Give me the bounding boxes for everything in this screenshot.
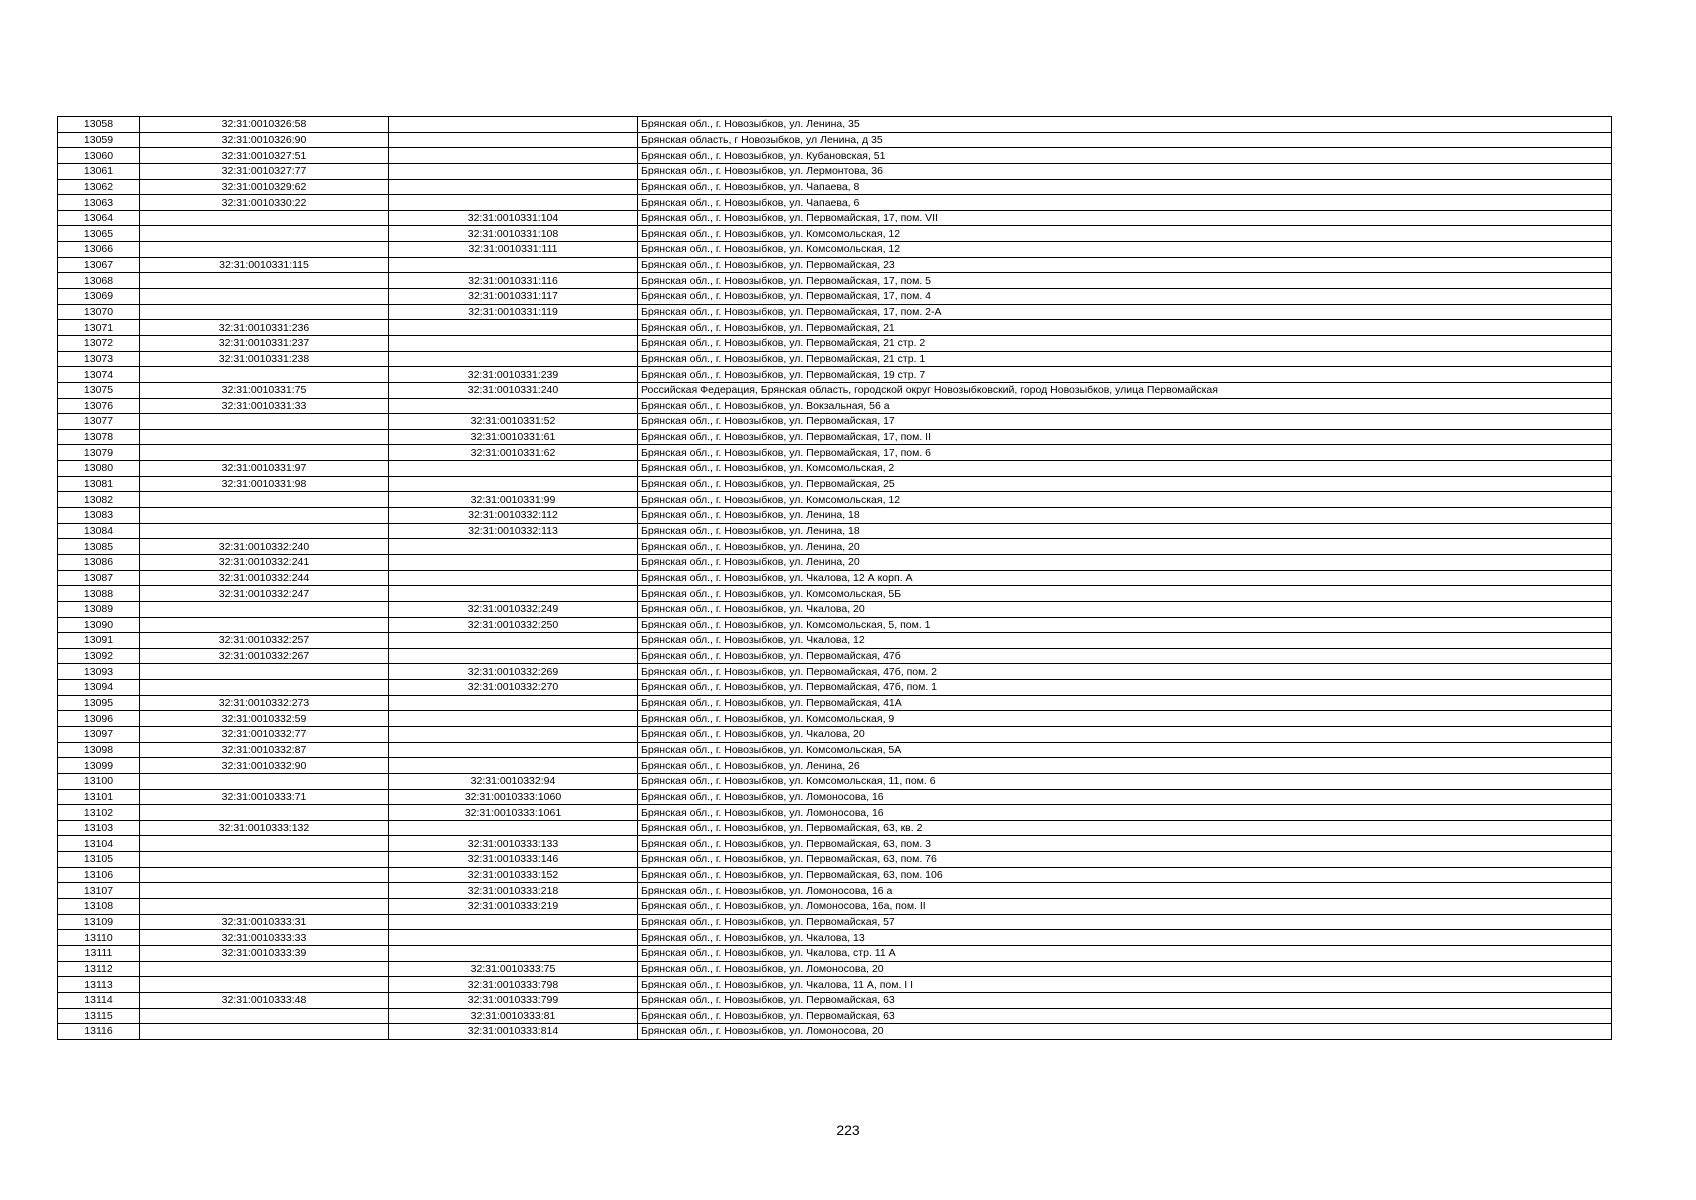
cadastral-number-cell (140, 867, 389, 883)
cadastral-number-cell (140, 852, 389, 868)
cadastral-number-cell: 32:31:0010331:75 (140, 382, 389, 398)
table-row (58, 132, 1612, 148)
cadastral-number-secondary-cell (389, 648, 638, 664)
cadastral-number-secondary-cell: 32:31:0010333:1061 (389, 805, 638, 821)
table-row (58, 367, 1612, 383)
table-row (58, 163, 1612, 179)
cadastral-number-cell (140, 304, 389, 320)
table-row (58, 977, 1612, 993)
cadastral-number-cell (140, 883, 389, 899)
address-cell: Брянская обл., г. Новозыбков, ул. Ленина, 18 (638, 508, 1612, 524)
row-number-cell: 13115 (58, 1008, 140, 1024)
cadastral-number-secondary-cell: 32:31:0010333:75 (389, 961, 638, 977)
table-row (58, 1024, 1612, 1040)
address-cell: Брянская обл., г. Новозыбков, ул. Первомайская, 21 стр. 1 (638, 351, 1612, 367)
row-number-cell: 13093 (58, 664, 140, 680)
table-row (58, 289, 1612, 305)
row-number-cell: 13059 (58, 132, 140, 148)
table-row (58, 554, 1612, 570)
table-row (58, 961, 1612, 977)
table-row (58, 930, 1612, 946)
cadastral-number-secondary-cell (389, 132, 638, 148)
cadastral-number-secondary-cell (389, 711, 638, 727)
cadastral-number-secondary-cell (389, 695, 638, 711)
cadastral-number-secondary-cell (389, 945, 638, 961)
address-cell: Брянская обл., г. Новозыбков, ул. Чкалова, 12 А корп. А (638, 570, 1612, 586)
table-row (58, 335, 1612, 351)
cadastral-number-secondary-cell: 32:31:0010331:111 (389, 242, 638, 258)
cadastral-number-cell: 32:31:0010331:237 (140, 335, 389, 351)
table-row (58, 695, 1612, 711)
address-cell: Брянская обл., г. Новозыбков, ул. Чапаева, 6 (638, 195, 1612, 211)
cadastral-number-cell: 32:31:0010333:39 (140, 945, 389, 961)
cadastral-number-cell: 32:31:0010332:240 (140, 539, 389, 555)
cadastral-number-cell: 32:31:0010326:58 (140, 117, 389, 133)
cadastral-number-cell: 32:31:0010331:115 (140, 257, 389, 273)
table-row (58, 852, 1612, 868)
row-number-cell: 13070 (58, 304, 140, 320)
cadastral-number-secondary-cell (389, 320, 638, 336)
address-cell: Брянская обл., г. Новозыбков, ул. Кубановская, 51 (638, 148, 1612, 164)
address-cell: Брянская обл., г. Новозыбков, ул. Первомайская, 63, пом. 3 (638, 836, 1612, 852)
address-cell: Брянская обл., г. Новозыбков, ул. Ломоносова, 16 (638, 805, 1612, 821)
cadastral-number-secondary-cell (389, 179, 638, 195)
address-cell: Брянская обл., г. Новозыбков, ул. Первомайская, 47б (638, 648, 1612, 664)
cadastral-number-secondary-cell: 32:31:0010333:81 (389, 1008, 638, 1024)
cadastral-number-secondary-cell: 32:31:0010333:1060 (389, 789, 638, 805)
cadastral-number-cell: 32:31:0010326:90 (140, 132, 389, 148)
cadastral-number-cell: 32:31:0010332:87 (140, 742, 389, 758)
row-number-cell: 13086 (58, 554, 140, 570)
table-row (58, 445, 1612, 461)
row-number-cell: 13105 (58, 852, 140, 868)
row-number-cell: 13089 (58, 601, 140, 617)
address-cell: Брянская обл., г. Новозыбков, ул. Первомайская, 17, пом. 6 (638, 445, 1612, 461)
table-row (58, 179, 1612, 195)
cadastral-number-secondary-cell: 32:31:0010332:270 (389, 680, 638, 696)
cadastral-number-cell: 32:31:0010332:273 (140, 695, 389, 711)
cadastral-number-cell (140, 242, 389, 258)
cadastral-number-cell: 32:31:0010331:33 (140, 398, 389, 414)
cadastral-number-cell: 32:31:0010333:71 (140, 789, 389, 805)
cadastral-number-cell (140, 664, 389, 680)
cadastral-number-secondary-cell: 32:31:0010331:104 (389, 210, 638, 226)
cadastral-number-cell: 32:31:0010327:77 (140, 163, 389, 179)
address-cell: Брянская обл., г. Новозыбков, ул. Первомайская, 21 (638, 320, 1612, 336)
address-cell: Брянская обл., г. Новозыбков, ул. Первомайская, 63, пом. 76 (638, 852, 1612, 868)
cadastral-number-cell: 32:31:0010331:236 (140, 320, 389, 336)
row-number-cell: 13094 (58, 680, 140, 696)
cadastral-number-secondary-cell: 32:31:0010331:239 (389, 367, 638, 383)
cadastral-number-cell: 32:31:0010331:238 (140, 351, 389, 367)
address-cell: Брянская обл., г. Новозыбков, ул. Первомайская, 17, пом. 2-А (638, 304, 1612, 320)
cadastral-number-cell: 32:31:0010333:33 (140, 930, 389, 946)
table-row (58, 992, 1612, 1008)
cadastral-number-secondary-cell: 32:31:0010333:799 (389, 992, 638, 1008)
address-cell: Брянская обл., г. Новозыбков, ул. Чкалова, 12 (638, 633, 1612, 649)
cadastral-number-secondary-cell (389, 351, 638, 367)
row-number-cell: 13087 (58, 570, 140, 586)
table-row (58, 117, 1612, 133)
table-row (58, 461, 1612, 477)
cadastral-number-cell (140, 899, 389, 915)
table-row (58, 273, 1612, 289)
address-cell: Брянская обл., г. Новозыбков, ул. Комсомольская, 11, пом. 6 (638, 773, 1612, 789)
row-number-cell: 13101 (58, 789, 140, 805)
cadastral-number-secondary-cell: 32:31:0010331:108 (389, 226, 638, 242)
address-cell: Брянская обл., г. Новозыбков, ул. Первомайская, 57 (638, 914, 1612, 930)
row-number-cell: 13077 (58, 414, 140, 430)
cadastral-number-secondary-cell: 32:31:0010331:62 (389, 445, 638, 461)
cadastral-number-secondary-cell: 32:31:0010332:250 (389, 617, 638, 633)
table-row (58, 789, 1612, 805)
cadastral-number-secondary-cell (389, 335, 638, 351)
address-cell: Брянская обл., г. Новозыбков, ул. Комсомольская, 12 (638, 242, 1612, 258)
row-number-cell: 13078 (58, 429, 140, 445)
row-number-cell: 13064 (58, 210, 140, 226)
row-number-cell: 13107 (58, 883, 140, 899)
row-number-cell: 13080 (58, 461, 140, 477)
cadastral-number-cell (140, 523, 389, 539)
address-cell: Брянская обл., г. Новозыбков, ул. Первомайская, 25 (638, 476, 1612, 492)
table-row (58, 586, 1612, 602)
table-row (58, 883, 1612, 899)
address-cell: Брянская обл., г. Новозыбков, ул. Первомайская, 63, кв. 2 (638, 820, 1612, 836)
row-number-cell: 13082 (58, 492, 140, 508)
table-row (58, 492, 1612, 508)
table-row (58, 351, 1612, 367)
address-cell: Брянская обл., г. Новозыбков, ул. Первомайская, 21 стр. 2 (638, 335, 1612, 351)
row-number-cell: 13068 (58, 273, 140, 289)
cadastral-number-secondary-cell: 32:31:0010333:146 (389, 852, 638, 868)
address-cell: Брянская обл., г. Новозыбков, ул. Первомайская, 19 стр. 7 (638, 367, 1612, 383)
address-cell: Брянская обл., г. Новозыбков, ул. Чкалова, 13 (638, 930, 1612, 946)
address-cell: Брянская обл., г. Новозыбков, ул. Вокзальная, 56 а (638, 398, 1612, 414)
address-cell: Брянская обл., г. Новозыбков, ул. Ленина, 20 (638, 539, 1612, 555)
row-number-cell: 13106 (58, 867, 140, 883)
table-row (58, 304, 1612, 320)
row-number-cell: 13060 (58, 148, 140, 164)
cadastral-number-secondary-cell: 32:31:0010332:269 (389, 664, 638, 680)
table-row (58, 257, 1612, 273)
table-row (58, 539, 1612, 555)
address-cell: Брянская обл., г. Новозыбков, ул. Комсомольская, 2 (638, 461, 1612, 477)
address-cell: Брянская обл., г. Новозыбков, ул. Первомайская, 47б, пом. 2 (638, 664, 1612, 680)
row-number-cell: 13067 (58, 257, 140, 273)
row-number-cell: 13088 (58, 586, 140, 602)
row-number-cell: 13095 (58, 695, 140, 711)
row-number-cell: 13109 (58, 914, 140, 930)
table-row (58, 429, 1612, 445)
table-row (58, 664, 1612, 680)
cadastral-number-secondary-cell (389, 554, 638, 570)
table-row (58, 382, 1612, 398)
cadastral-number-secondary-cell: 32:31:0010331:52 (389, 414, 638, 430)
row-number-cell: 13065 (58, 226, 140, 242)
table-row (58, 414, 1612, 430)
cadastral-number-cell: 32:31:0010332:90 (140, 758, 389, 774)
table-row (58, 945, 1612, 961)
registry-table (57, 116, 1612, 1040)
row-number-cell: 13097 (58, 726, 140, 742)
address-cell: Брянская обл., г. Новозыбков, ул. Ленина, 18 (638, 523, 1612, 539)
address-cell: Брянская обл., г. Новозыбков, ул. Комсомольская, 12 (638, 492, 1612, 508)
cadastral-number-cell: 32:31:0010329:62 (140, 179, 389, 195)
table-row (58, 633, 1612, 649)
row-number-cell: 13069 (58, 289, 140, 305)
address-cell: Брянская обл., г. Новозыбков, ул. Ломоносова, 16а, пом. II (638, 899, 1612, 915)
cadastral-number-secondary-cell (389, 820, 638, 836)
address-cell: Брянская обл., г. Новозыбков, ул. Ленина, 35 (638, 117, 1612, 133)
row-number-cell: 13113 (58, 977, 140, 993)
cadastral-number-secondary-cell (389, 726, 638, 742)
cadastral-number-cell (140, 289, 389, 305)
address-cell: Брянская обл., г. Новозыбков, ул. Первомайская, 17, пом. VII (638, 210, 1612, 226)
cadastral-number-secondary-cell (389, 930, 638, 946)
cadastral-number-cell: 32:31:0010332:244 (140, 570, 389, 586)
row-number-cell: 13098 (58, 742, 140, 758)
cadastral-number-secondary-cell: 32:31:0010331:61 (389, 429, 638, 445)
table-row (58, 758, 1612, 774)
address-cell: Брянская обл., г. Новозыбков, ул. Первомайская, 23 (638, 257, 1612, 273)
address-cell: Брянская обл., г. Новозыбков, ул. Чкалова, 20 (638, 601, 1612, 617)
cadastral-number-secondary-cell: 32:31:0010332:94 (389, 773, 638, 789)
row-number-cell: 13091 (58, 633, 140, 649)
table-row (58, 226, 1612, 242)
row-number-cell: 13092 (58, 648, 140, 664)
cadastral-number-cell: 32:31:0010332:77 (140, 726, 389, 742)
row-number-cell: 13079 (58, 445, 140, 461)
address-cell: Брянская обл., г. Новозыбков, ул. Первомайская, 47б, пом. 1 (638, 680, 1612, 696)
table-row (58, 773, 1612, 789)
table-row (58, 320, 1612, 336)
table-row (58, 742, 1612, 758)
cadastral-number-cell (140, 508, 389, 524)
address-cell: Брянская обл., г. Новозыбков, ул. Ломоносова, 20 (638, 1024, 1612, 1040)
row-number-cell: 13083 (58, 508, 140, 524)
cadastral-number-cell (140, 601, 389, 617)
cadastral-number-cell (140, 273, 389, 289)
cadastral-number-cell (140, 617, 389, 633)
cadastral-number-cell: 32:31:0010331:98 (140, 476, 389, 492)
table-row (58, 148, 1612, 164)
address-cell: Брянская обл., г. Новозыбков, ул. Чкалова, стр. 11 А (638, 945, 1612, 961)
cadastral-number-secondary-cell (389, 117, 638, 133)
table-row (58, 601, 1612, 617)
cadastral-number-secondary-cell: 32:31:0010331:240 (389, 382, 638, 398)
row-number-cell: 13063 (58, 195, 140, 211)
row-number-cell: 13114 (58, 992, 140, 1008)
cadastral-number-secondary-cell (389, 758, 638, 774)
cadastral-number-secondary-cell: 32:31:0010331:99 (389, 492, 638, 508)
address-cell: Брянская обл., г. Новозыбков, ул. Первомайская, 63, пом. 106 (638, 867, 1612, 883)
row-number-cell: 13102 (58, 805, 140, 821)
address-cell: Российская Федерация, Брянская область, городской округ Новозыбковский, город Новозыбков, улица Первомайская (638, 382, 1612, 398)
cadastral-number-cell: 32:31:0010332:257 (140, 633, 389, 649)
address-cell: Брянская обл., г. Новозыбков, ул. Ленина, 20 (638, 554, 1612, 570)
address-cell: Брянская обл., г. Новозыбков, ул. Ломоносова, 20 (638, 961, 1612, 977)
address-cell: Брянская обл., г. Новозыбков, ул. Комсомольская, 12 (638, 226, 1612, 242)
row-number-cell: 13100 (58, 773, 140, 789)
row-number-cell: 13074 (58, 367, 140, 383)
cadastral-number-cell (140, 492, 389, 508)
page-number: 223 (836, 1122, 860, 1138)
cadastral-number-cell (140, 1008, 389, 1024)
table-row (58, 820, 1612, 836)
table-row (58, 648, 1612, 664)
row-number-cell: 13073 (58, 351, 140, 367)
cadastral-number-secondary-cell (389, 539, 638, 555)
row-number-cell: 13081 (58, 476, 140, 492)
address-cell: Брянская обл., г. Новозыбков, ул. Чкалова, 11 А, пом. I I (638, 977, 1612, 993)
row-number-cell: 13062 (58, 179, 140, 195)
cadastral-number-cell: 32:31:0010332:267 (140, 648, 389, 664)
table-row (58, 867, 1612, 883)
cadastral-number-secondary-cell (389, 257, 638, 273)
row-number-cell: 13112 (58, 961, 140, 977)
cadastral-number-cell (140, 680, 389, 696)
cadastral-number-cell: 32:31:0010333:31 (140, 914, 389, 930)
address-cell: Брянская обл., г. Новозыбков, ул. Комсомольская, 9 (638, 711, 1612, 727)
address-cell: Брянская обл., г. Новозыбков, ул. Комсомольская, 5Б (638, 586, 1612, 602)
address-cell: Брянская обл., г. Новозыбков, ул. Чкалова, 20 (638, 726, 1612, 742)
cadastral-number-cell: 32:31:0010332:247 (140, 586, 389, 602)
row-number-cell: 13075 (58, 382, 140, 398)
row-number-cell: 13099 (58, 758, 140, 774)
cadastral-number-cell (140, 977, 389, 993)
cadastral-number-cell: 32:31:0010333:48 (140, 992, 389, 1008)
cadastral-number-cell (140, 836, 389, 852)
table-row (58, 398, 1612, 414)
table-row (58, 242, 1612, 258)
row-number-cell: 13090 (58, 617, 140, 633)
row-number-cell: 13085 (58, 539, 140, 555)
address-cell: Брянская обл., г. Новозыбков, ул. Первомайская, 41А (638, 695, 1612, 711)
cadastral-number-cell: 32:31:0010331:97 (140, 461, 389, 477)
cadastral-number-secondary-cell: 32:31:0010333:219 (389, 899, 638, 915)
row-number-cell: 13072 (58, 335, 140, 351)
cadastral-number-cell (140, 226, 389, 242)
cadastral-number-cell (140, 445, 389, 461)
cadastral-number-secondary-cell (389, 195, 638, 211)
row-number-cell: 13071 (58, 320, 140, 336)
cadastral-number-cell (140, 773, 389, 789)
cadastral-number-secondary-cell (389, 398, 638, 414)
address-cell: Брянская обл., г. Новозыбков, ул. Первомайская, 17 (638, 414, 1612, 430)
row-number-cell: 13108 (58, 899, 140, 915)
row-number-cell: 13103 (58, 820, 140, 836)
cadastral-number-cell (140, 367, 389, 383)
table-row (58, 195, 1612, 211)
cadastral-number-secondary-cell (389, 633, 638, 649)
address-cell: Брянская обл., г. Новозыбков, ул. Комсомольская, 5А (638, 742, 1612, 758)
row-number-cell: 13058 (58, 117, 140, 133)
cadastral-number-secondary-cell: 32:31:0010333:133 (389, 836, 638, 852)
table-row (58, 836, 1612, 852)
cadastral-number-secondary-cell: 32:31:0010333:152 (389, 867, 638, 883)
cadastral-number-cell (140, 210, 389, 226)
cadastral-number-secondary-cell: 32:31:0010331:116 (389, 273, 638, 289)
row-number-cell: 13076 (58, 398, 140, 414)
cadastral-number-secondary-cell (389, 148, 638, 164)
cadastral-number-secondary-cell (389, 476, 638, 492)
table-row (58, 680, 1612, 696)
cadastral-number-secondary-cell (389, 914, 638, 930)
cadastral-number-secondary-cell: 32:31:0010331:117 (389, 289, 638, 305)
cadastral-number-secondary-cell: 32:31:0010331:119 (389, 304, 638, 320)
cadastral-number-cell (140, 429, 389, 445)
cadastral-number-cell (140, 961, 389, 977)
address-cell: Брянская область, г Новозыбков, ул Ленина, д 35 (638, 132, 1612, 148)
cadastral-number-cell: 32:31:0010333:132 (140, 820, 389, 836)
table-row (58, 210, 1612, 226)
table-row (58, 476, 1612, 492)
cadastral-number-cell: 32:31:0010332:59 (140, 711, 389, 727)
address-cell: Брянская обл., г. Новозыбков, ул. Ломоносова, 16 а (638, 883, 1612, 899)
cadastral-number-secondary-cell: 32:31:0010332:113 (389, 523, 638, 539)
row-number-cell: 13110 (58, 930, 140, 946)
cadastral-number-secondary-cell: 32:31:0010332:112 (389, 508, 638, 524)
cadastral-number-secondary-cell (389, 163, 638, 179)
row-number-cell: 13111 (58, 945, 140, 961)
address-cell: Брянская обл., г. Новозыбков, ул. Лермонтова, 36 (638, 163, 1612, 179)
row-number-cell: 13066 (58, 242, 140, 258)
table-row (58, 1008, 1612, 1024)
cadastral-number-secondary-cell: 32:31:0010332:249 (389, 601, 638, 617)
cadastral-number-cell: 32:31:0010330:22 (140, 195, 389, 211)
table-row (58, 617, 1612, 633)
row-number-cell: 13104 (58, 836, 140, 852)
cadastral-number-secondary-cell (389, 570, 638, 586)
table-row (58, 711, 1612, 727)
cadastral-number-cell (140, 805, 389, 821)
address-cell: Брянская обл., г. Новозыбков, ул. Чапаева, 8 (638, 179, 1612, 195)
table-row (58, 805, 1612, 821)
row-number-cell: 13084 (58, 523, 140, 539)
address-cell: Брянская обл., г. Новозыбков, ул. Первомайская, 17, пом. 5 (638, 273, 1612, 289)
cadastral-number-cell: 32:31:0010332:241 (140, 554, 389, 570)
cadastral-number-secondary-cell: 32:31:0010333:814 (389, 1024, 638, 1040)
cadastral-number-cell (140, 414, 389, 430)
cadastral-number-secondary-cell (389, 461, 638, 477)
address-cell: Брянская обл., г. Новозыбков, ул. Первомайская, 63 (638, 1008, 1612, 1024)
address-cell: Брянская обл., г. Новозыбков, ул. Ленина, 26 (638, 758, 1612, 774)
cadastral-number-secondary-cell (389, 586, 638, 602)
cadastral-number-secondary-cell: 32:31:0010333:798 (389, 977, 638, 993)
row-number-cell: 13116 (58, 1024, 140, 1040)
address-cell: Брянская обл., г. Новозыбков, ул. Первомайская, 17, пом. II (638, 429, 1612, 445)
table-row (58, 726, 1612, 742)
row-number-cell: 13061 (58, 163, 140, 179)
table-row (58, 508, 1612, 524)
cadastral-number-cell: 32:31:0010327:51 (140, 148, 389, 164)
address-cell: Брянская обл., г. Новозыбков, ул. Ломоносова, 16 (638, 789, 1612, 805)
address-cell: Брянская обл., г. Новозыбков, ул. Первомайская, 17, пом. 4 (638, 289, 1612, 305)
table-row (58, 914, 1612, 930)
address-cell: Брянская обл., г. Новозыбков, ул. Комсомольская, 5, пом. 1 (638, 617, 1612, 633)
cadastral-number-secondary-cell: 32:31:0010333:218 (389, 883, 638, 899)
cadastral-number-cell (140, 1024, 389, 1040)
address-cell: Брянская обл., г. Новозыбков, ул. Первомайская, 63 (638, 992, 1612, 1008)
row-number-cell: 13096 (58, 711, 140, 727)
table-row (58, 899, 1612, 915)
cadastral-number-secondary-cell (389, 742, 638, 758)
table-row (58, 523, 1612, 539)
table-row (58, 570, 1612, 586)
registry-table-body (58, 117, 1612, 1040)
